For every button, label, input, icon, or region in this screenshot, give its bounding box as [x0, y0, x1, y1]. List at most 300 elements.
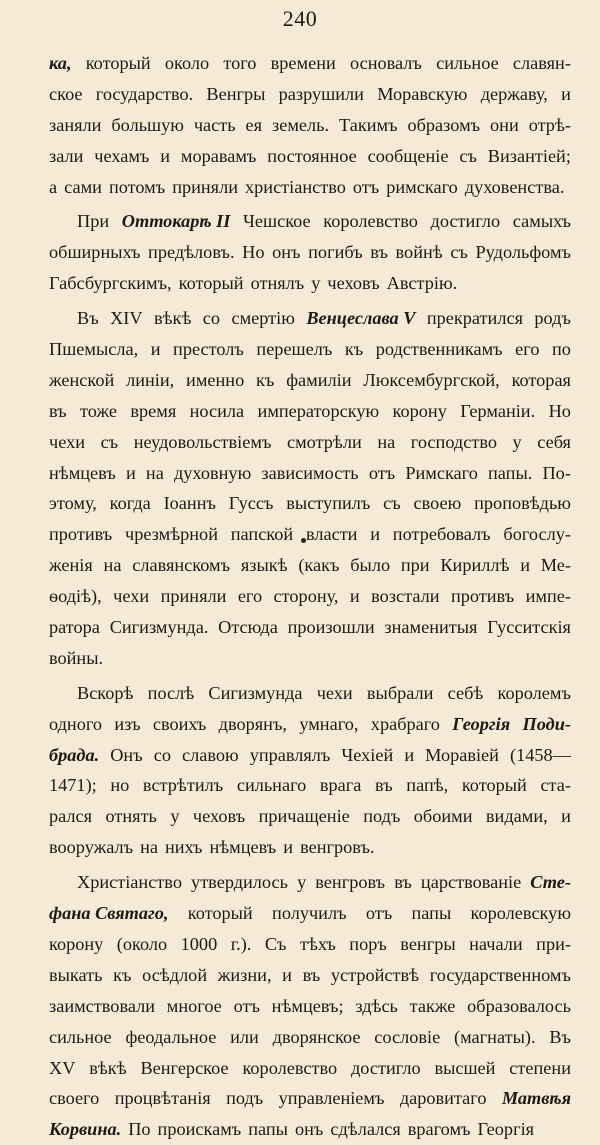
- word: съ: [383, 493, 401, 514]
- word: при: [400, 555, 430, 576]
- word: носила: [189, 400, 245, 421]
- word: царствованіе: [420, 872, 522, 893]
- word: обширныхъ: [49, 242, 141, 263]
- word: когда: [109, 493, 151, 514]
- word: королевство: [242, 1057, 338, 1078]
- word: чеховъ: [192, 806, 246, 827]
- word: приняли: [172, 176, 238, 197]
- word: отъ: [233, 995, 260, 1016]
- word: 1000: [180, 933, 218, 954]
- text-line: [49, 458, 571, 489]
- word: 1471);: [49, 775, 97, 796]
- word: и: [561, 806, 571, 827]
- word: отнять: [105, 806, 157, 827]
- word: Венгры: [206, 83, 266, 104]
- word: высшей: [434, 1057, 496, 1078]
- word: подъ: [226, 1088, 264, 1109]
- word: Моравскую: [377, 83, 468, 104]
- word: они: [490, 114, 519, 135]
- word: духовную: [173, 462, 252, 483]
- word: королевскую: [470, 903, 571, 924]
- word: королевство: [323, 211, 418, 232]
- word: или: [230, 1026, 259, 1047]
- word: папы: [248, 1119, 288, 1140]
- word: онъ: [272, 242, 301, 263]
- word: причащеніе: [258, 806, 350, 827]
- word: въ: [394, 872, 412, 893]
- paragraph: [49, 867, 571, 1145]
- word: женской: [49, 369, 115, 390]
- word: ское: [49, 83, 83, 104]
- word: линіи,: [126, 369, 175, 390]
- text-line: [49, 550, 571, 581]
- word: осѣдлой: [142, 964, 208, 985]
- word: сильное: [436, 53, 499, 73]
- word: проискамъ: [157, 1119, 242, 1140]
- word: храбраго: [370, 713, 440, 734]
- word: возстали: [371, 586, 440, 607]
- text-line: [49, 612, 571, 643]
- paragraph: [49, 303, 571, 674]
- word: г.).: [230, 933, 252, 954]
- word: императорскую: [257, 400, 380, 421]
- word: по: [552, 339, 571, 360]
- word: Ме-: [540, 555, 571, 576]
- word: и: [125, 462, 136, 483]
- word: получилъ: [272, 903, 347, 924]
- word: сторону,: [273, 586, 339, 607]
- word: обоими: [413, 806, 473, 827]
- word: Въ: [549, 1026, 571, 1047]
- word: со: [202, 308, 221, 329]
- word: произошли: [287, 617, 375, 638]
- text-line: [49, 172, 571, 203]
- word: отнялъ: [250, 273, 305, 294]
- word: управленіемъ: [278, 1088, 385, 1109]
- word: (магнаты).: [454, 1026, 536, 1047]
- text-line: [49, 867, 571, 898]
- paragraph: [49, 206, 571, 299]
- text-line: [49, 832, 571, 863]
- word: прекратился: [426, 308, 523, 329]
- word: чрезмѣрной: [125, 524, 218, 545]
- word: онъ: [294, 1119, 324, 1140]
- word: его: [237, 586, 263, 607]
- word: державу,: [480, 83, 548, 104]
- word: постоянное: [267, 145, 357, 166]
- word: даровитаго: [399, 1088, 487, 1109]
- word: моравамъ: [180, 145, 257, 166]
- word: время: [130, 400, 177, 421]
- word: отъ: [368, 462, 396, 483]
- word: и: [282, 964, 292, 985]
- emphasized-word: брада.: [49, 744, 100, 765]
- word: потомъ: [108, 176, 166, 197]
- word: господство: [410, 431, 497, 452]
- text-line: [49, 740, 571, 771]
- word: Такимъ: [339, 114, 398, 135]
- emphasized-word: Поди-: [522, 713, 571, 734]
- word: основалъ: [349, 53, 422, 73]
- word: со: [153, 744, 171, 765]
- word: который: [85, 53, 151, 73]
- word: отрѣ-: [528, 114, 571, 135]
- word: предѣловъ.: [148, 242, 235, 263]
- word: сословіе: [374, 1026, 441, 1047]
- word: славян-: [512, 53, 571, 73]
- paragraph: [49, 48, 571, 202]
- word: и: [404, 744, 415, 765]
- word: степени: [509, 1057, 571, 1078]
- text-line: [49, 1053, 571, 1084]
- word: Сигизмунда.: [109, 617, 209, 638]
- word: своего: [49, 1088, 100, 1109]
- word: съ: [450, 242, 468, 263]
- word: въ: [302, 964, 321, 985]
- word: ея: [245, 114, 263, 135]
- word: Георгія: [477, 1119, 535, 1140]
- word: зали: [49, 145, 84, 166]
- text-line: [49, 643, 571, 674]
- word: заимствовали: [49, 995, 156, 1016]
- word: Австрію.: [386, 273, 458, 294]
- word: нихъ: [164, 837, 203, 858]
- word: одного: [49, 713, 103, 734]
- word: (1458—: [509, 744, 571, 765]
- word: въ: [370, 242, 388, 263]
- word: и: [370, 524, 381, 545]
- word: Отсюда: [218, 617, 278, 638]
- word: Римскаго: [405, 462, 478, 483]
- page-number: 240: [282, 6, 318, 31]
- text-line: [49, 79, 571, 110]
- word: себя: [537, 431, 571, 452]
- word: у: [512, 431, 522, 452]
- word: королемъ: [497, 682, 571, 703]
- word: выкать: [49, 964, 103, 985]
- text-line: [49, 427, 571, 458]
- word: богослу-: [503, 524, 571, 545]
- word: встрѣтилъ: [142, 775, 224, 796]
- word: славою: [182, 744, 239, 765]
- emphasized-word: Сте-: [530, 872, 571, 893]
- word: перешелъ: [256, 339, 333, 360]
- word: (какъ: [298, 555, 340, 576]
- word: большую: [111, 114, 184, 135]
- word: къ: [344, 339, 364, 360]
- emphasized-word: Венцеслава V: [306, 308, 416, 329]
- word: корону: [392, 400, 447, 421]
- word: врагомъ: [407, 1119, 471, 1140]
- word: отъ: [365, 903, 393, 924]
- word: но: [110, 775, 130, 796]
- word: римскаго: [386, 176, 458, 197]
- word: часть: [193, 114, 236, 135]
- word: нѣмцевъ: [49, 462, 116, 483]
- word: которая: [511, 369, 571, 390]
- word: здѣсь: [355, 995, 398, 1016]
- word: папы.: [488, 462, 533, 483]
- word: устройствѣ: [330, 964, 420, 985]
- word: выступилъ: [286, 493, 371, 514]
- word: и: [349, 586, 360, 607]
- text-line: [49, 1114, 571, 1145]
- word: престолъ: [173, 339, 244, 360]
- text-line: [49, 206, 571, 237]
- word: ѳодіѣ),: [49, 586, 102, 607]
- ink-dot: [301, 538, 306, 543]
- word: у: [170, 806, 180, 827]
- word: По-: [542, 462, 571, 483]
- word: ратора: [49, 617, 100, 638]
- word: сами: [64, 176, 102, 197]
- text-line: [49, 678, 571, 709]
- word: достигло: [430, 211, 501, 232]
- word: венгровъ: [315, 872, 386, 893]
- word: Габсбургскимъ,: [49, 273, 172, 294]
- word: въ: [375, 775, 393, 796]
- word: папской: [230, 524, 294, 545]
- word: государственномъ: [429, 964, 571, 985]
- word: сдѣлался: [330, 1119, 401, 1140]
- word: Съ: [264, 933, 287, 954]
- word: съ: [459, 145, 477, 166]
- text-line: [49, 48, 571, 79]
- word: отъ: [352, 176, 380, 197]
- word: вѣкѣ: [89, 1057, 127, 1078]
- word: и: [520, 555, 530, 576]
- word: Вскорѣ: [77, 682, 134, 703]
- word: христіанство: [245, 176, 346, 197]
- word: XIV: [110, 308, 143, 329]
- word: Чехіей: [341, 744, 394, 765]
- text-line: [49, 268, 571, 299]
- word: папѣ,: [406, 775, 449, 796]
- word: этому,: [49, 493, 97, 514]
- word: его: [515, 339, 540, 360]
- word: венгры: [400, 933, 456, 954]
- word: неудовольствіемъ: [133, 431, 272, 452]
- text-line: [49, 303, 571, 334]
- emphasized-word: Матвѣя: [501, 1088, 571, 1109]
- word: чехи: [316, 682, 353, 703]
- word: въ: [49, 400, 67, 421]
- word: который: [187, 903, 253, 924]
- text-line: [49, 581, 571, 612]
- text-line: [49, 488, 571, 519]
- text-line: [49, 519, 571, 550]
- word: чехи: [113, 586, 150, 607]
- word: Моравіей: [425, 744, 499, 765]
- word: сообщеніе: [367, 145, 449, 166]
- text-line: [49, 237, 571, 268]
- word: папы: [411, 903, 452, 924]
- word: выбрали: [366, 682, 434, 703]
- word: изъ: [114, 713, 141, 734]
- word: того: [223, 53, 257, 73]
- word: также: [409, 995, 456, 1016]
- word: Пшемысла,: [49, 339, 139, 360]
- word: а: [49, 176, 58, 197]
- text-line: [49, 709, 571, 740]
- word: который: [461, 775, 527, 796]
- word: сильнаго: [236, 775, 307, 796]
- word: знаменитыя: [384, 617, 478, 638]
- word: себѣ: [447, 682, 484, 703]
- word: вооружалъ: [49, 837, 134, 858]
- emphasized-word: ка,: [49, 53, 72, 73]
- emphasized-word: Корвина.: [49, 1119, 122, 1140]
- word: времени: [270, 53, 336, 73]
- word: Въ: [77, 308, 99, 329]
- word: дворянъ,: [218, 713, 287, 734]
- word: погибъ: [308, 242, 363, 263]
- word: на: [140, 837, 158, 858]
- text-line: [49, 898, 571, 929]
- word: послѣ: [147, 682, 195, 703]
- word: процвѣтанія: [114, 1088, 211, 1109]
- word: земель.: [272, 114, 330, 135]
- word: проповѣдью: [474, 493, 571, 514]
- emphasized-word: Оттокарѣ II: [121, 211, 231, 232]
- word: своихъ: [152, 713, 207, 734]
- word: Сигизмунда: [208, 682, 303, 703]
- word: тѣхъ: [299, 933, 336, 954]
- word: Іоаннъ: [163, 493, 216, 514]
- word: Христіанство: [77, 872, 182, 893]
- word: смертію: [231, 308, 295, 329]
- text-line: [49, 365, 571, 396]
- word: который: [178, 273, 244, 294]
- word: Гуссъ: [228, 493, 274, 514]
- word: потребовалъ: [392, 524, 491, 545]
- word: духовенства.: [464, 176, 565, 197]
- word: Но: [548, 400, 571, 421]
- text-line: [49, 801, 571, 832]
- word: умнаго,: [299, 713, 359, 734]
- word: войны.: [49, 647, 104, 668]
- word: нѣмцевъ;: [271, 995, 344, 1016]
- word: чеховъ: [327, 273, 380, 294]
- word: Онъ: [110, 744, 143, 765]
- text-line: [49, 960, 571, 991]
- word: и: [150, 339, 161, 360]
- word: заняли: [49, 114, 102, 135]
- word: приняли: [160, 586, 227, 607]
- word: Гусситскія: [487, 617, 571, 638]
- body-text: [49, 48, 571, 1145]
- text-line: [49, 334, 571, 365]
- text-line: [49, 1083, 571, 1114]
- word: жизни,: [217, 964, 272, 985]
- word: противъ: [49, 524, 113, 545]
- word: именно: [186, 369, 245, 390]
- word: образовалось: [467, 995, 571, 1016]
- word: Германіи.: [460, 400, 536, 421]
- word: родственникамъ: [375, 339, 503, 360]
- word: (около: [116, 933, 168, 954]
- word: и: [561, 83, 571, 104]
- word: родъ: [534, 308, 571, 329]
- word: венгровъ.: [300, 837, 375, 858]
- word: и: [283, 837, 294, 858]
- word: многое: [166, 995, 222, 1016]
- word: власти: [305, 524, 358, 545]
- word: противъ: [450, 586, 515, 607]
- word: и: [160, 145, 171, 166]
- word: своею: [413, 493, 462, 514]
- emphasized-word: фана Святаго,: [49, 903, 169, 924]
- word: Кириллѣ: [440, 555, 510, 576]
- word: нѣмцевъ: [209, 837, 277, 858]
- word: феодальное: [125, 1026, 217, 1047]
- word: чехи: [49, 431, 85, 452]
- emphasized-word: Георгія: [452, 713, 511, 734]
- word: на: [103, 555, 122, 576]
- word: Рудольфомъ: [475, 242, 571, 263]
- word: разрушили: [278, 83, 364, 104]
- word: Византіей;: [487, 145, 571, 166]
- word: Венгерское: [140, 1057, 229, 1078]
- word: утвердилось: [191, 872, 288, 893]
- word: къ: [113, 964, 132, 985]
- text-line: [49, 110, 571, 141]
- word: на: [377, 431, 396, 452]
- word: женія: [49, 555, 93, 576]
- word: По: [128, 1119, 151, 1140]
- word: съ: [100, 431, 119, 452]
- text-line: [49, 929, 571, 960]
- word: чехамъ: [94, 145, 150, 166]
- word: подъ: [363, 806, 401, 827]
- word: войнѣ: [395, 242, 443, 263]
- word: къ: [256, 369, 275, 390]
- word: при-: [536, 933, 571, 954]
- word: фамиліи: [286, 369, 352, 390]
- word: сильное: [49, 1026, 112, 1047]
- word: начали: [469, 933, 523, 954]
- word: дворянское: [272, 1026, 361, 1047]
- word: поръ: [349, 933, 387, 954]
- word: зависимость: [261, 462, 359, 483]
- text-line: [49, 141, 571, 172]
- word: Но: [242, 242, 265, 263]
- text-line: [49, 396, 571, 427]
- word: ста-: [540, 775, 571, 796]
- word: достигло: [350, 1057, 421, 1078]
- word: у: [297, 872, 307, 893]
- text-line: [49, 991, 571, 1022]
- word: самыхъ: [512, 211, 571, 232]
- word: образомъ: [407, 114, 481, 135]
- paragraph: [49, 678, 571, 863]
- word: врага: [319, 775, 362, 796]
- word: государство.: [95, 83, 194, 104]
- word: вѣкѣ: [154, 308, 192, 329]
- word: Люксембургской,: [363, 369, 500, 390]
- word: рался: [49, 806, 93, 827]
- word: Чешское: [243, 211, 311, 232]
- word: видами,: [485, 806, 548, 827]
- word: у: [311, 273, 321, 294]
- word: на: [145, 462, 164, 483]
- word: языкѣ: [240, 555, 288, 576]
- word: было: [350, 555, 391, 576]
- word: славянскомъ: [132, 555, 231, 576]
- word: При: [77, 211, 110, 232]
- word: тоже: [80, 400, 117, 421]
- word: около: [164, 53, 210, 73]
